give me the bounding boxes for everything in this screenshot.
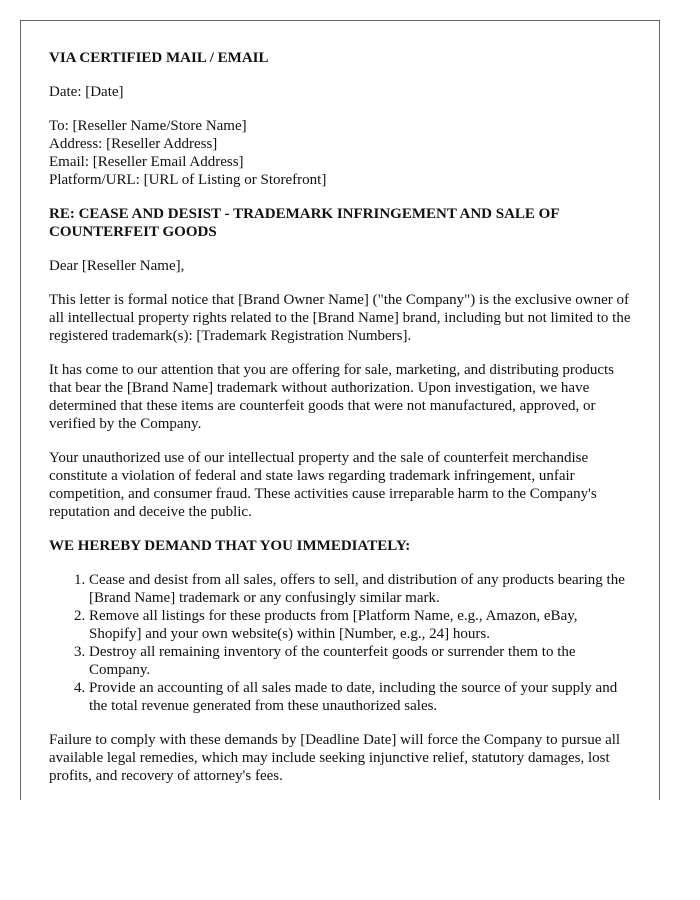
demand-item: 4. Provide an accounting of all sales made to date, including the source of your supply and the total revenue generated from these unauthorized sales. — [89, 679, 631, 715]
recipient-address: Address: [Reseller Address] — [49, 136, 218, 152]
demand-item: 3. Destroy all remaining inventory of the counterfeit goods or surrender them to the Company. — [89, 643, 631, 679]
letter-date: Date: [Date] — [49, 84, 124, 100]
subject-line: RE: CEASE AND DESIST - TRADEMARK INFRINGEMENT AND SALE OF COUNTERFEIT GOODS — [49, 206, 559, 240]
closing-paragraph: Failure to comply with these demands by [Deadline Date] will force the Company to pursue all available legal remedies, which may include seeking injunctive relief, statutory damages, lost profits, and recovery of attorney's fees. — [49, 732, 621, 784]
demand-list — [49, 571, 631, 715]
demand-item: 2. Remove all listings for these products from [Platform Name, e.g., Amazon, eBay, Shopify] and your own website(s) within [Number, e.g., 24] hours. — [89, 607, 631, 643]
demand-heading: WE HEREBY DEMAND THAT YOU IMMEDIATELY: — [49, 538, 411, 554]
letter-page — [20, 20, 660, 800]
recipient-platform: Platform/URL: [URL of Listing or Storefront] — [49, 172, 327, 188]
delivery-method: VIA CERTIFIED MAIL / EMAIL — [49, 50, 269, 66]
recipient-block — [49, 117, 631, 189]
body-paragraph: It has come to our attention that you are offering for sale, marketing, and distributing products that bear the [Brand Name] trademark without authorization. Upon investigation, we have determined that these items are counterfeit goods that were not manufactured, approved, or verified by the Company. — [49, 362, 614, 432]
body-paragraph: This letter is formal notice that [Brand Owner Name] ("the Company") is the exclusive owner of all intellectual property rights related to the [Brand Name] brand, including but not limited to the registered trademark(s): [Trademark Registration Numbers]. — [49, 292, 631, 344]
recipient-email: Email: [Reseller Email Address] — [49, 154, 244, 170]
demand-item: 1. Cease and desist from all sales, offers to sell, and distribution of any products bearing the [Brand Name] trademark or any confusingly similar mark. — [89, 571, 631, 607]
body-paragraph: Your unauthorized use of our intellectual property and the sale of counterfeit merchandise constitute a violation of federal and state laws regarding trademark infringement, unfair competition, and consumer fraud. These activities cause irreparable harm to the Company's reputation and deceive the public. — [49, 450, 597, 520]
salutation: Dear [Reseller Name], — [49, 258, 185, 274]
recipient-name: To: [Reseller Name/Store Name] — [49, 118, 247, 134]
